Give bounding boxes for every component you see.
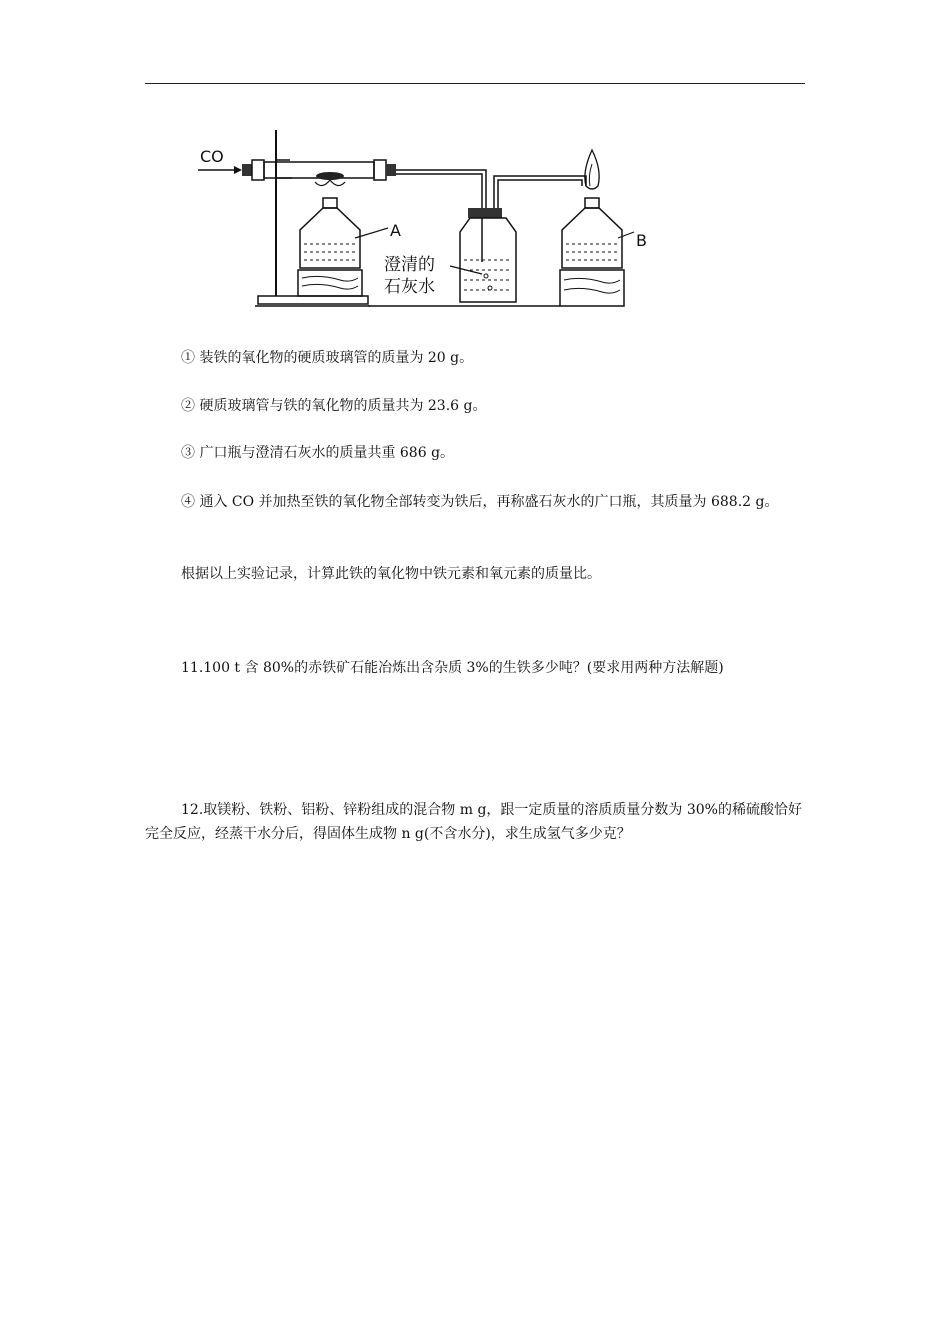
limewater-label-line2: 石灰水 xyxy=(384,277,435,297)
burner-a-label: A xyxy=(390,221,401,240)
header-rule xyxy=(145,83,805,84)
experiment-diagram xyxy=(190,120,660,320)
record-item-4: ④ 通入 CO 并加热至铁的氧化物全部转变为铁后，再称盛石灰水的广口瓶，其质量为 688.2 g。 xyxy=(181,494,779,510)
gas-label: CO xyxy=(200,147,224,166)
problem-12: 12.取镁粉、铁粉、铝粉、锌粉组成的混合物 m g，跟一定质量的溶质质量分数为 30%的稀硫酸恰好完全反应，经蒸干水分后，得固体生成物 n g(不含水分)，求生成氢气多少克？ xyxy=(145,802,802,842)
record-item-2: ② 硬质玻璃管与铁的氧化物的质量共为 23.6 g。 xyxy=(181,398,487,414)
record-item-1: ① 装铁的氧化物的硬质玻璃管的质量为 20 g。 xyxy=(181,350,474,366)
problem-11: 11.100 t 含 80%的赤铁矿石能冶炼出含杂质 3%的生铁多少吨？(要求用两种方法解题) xyxy=(181,660,724,676)
question-text: 根据以上实验记录，计算此铁的氧化物中铁元素和氧元素的质量比。 xyxy=(181,566,601,582)
burner-b-label: B xyxy=(636,231,647,250)
limewater-label-line1: 澄清的 xyxy=(384,255,435,275)
record-item-3: ③ 广口瓶与澄清石灰水的质量共重 686 g。 xyxy=(181,445,455,461)
